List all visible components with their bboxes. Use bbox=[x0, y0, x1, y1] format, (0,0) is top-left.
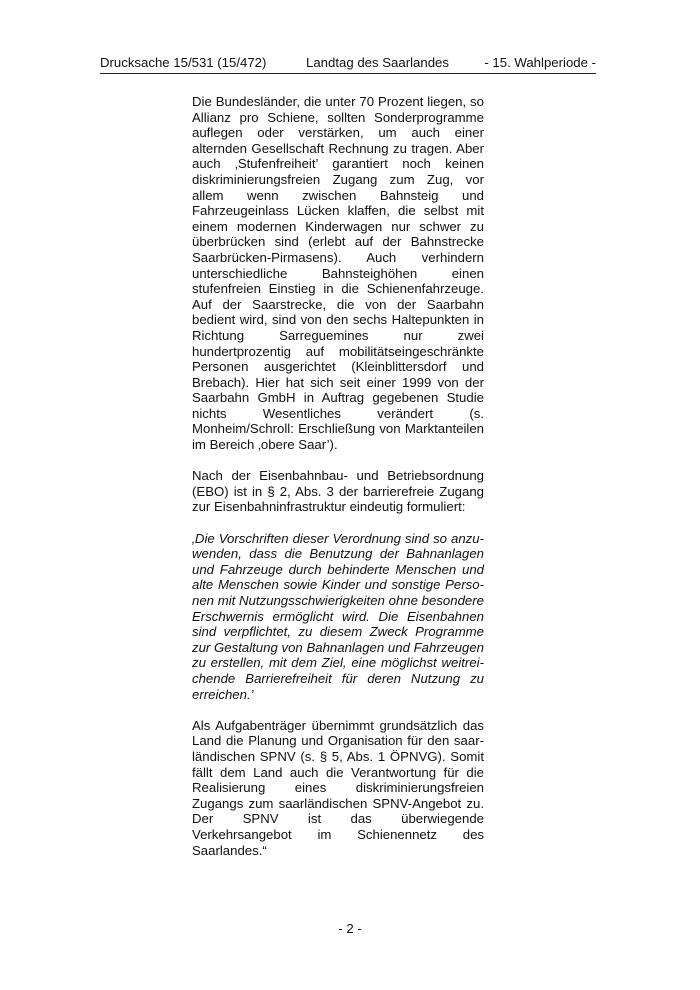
parliament-name: Landtag des Saarlandes bbox=[306, 55, 449, 70]
document-number: Drucksache 15/531 (15/472) bbox=[100, 55, 267, 70]
paragraph-bundeslaender: Die Bundesländer, die unter 70 Prozent liegen, so Allianz pro Schiene, sollten Sonderprogramme auflegen oder verstärken, um auch einer alternden Gesellschaft Rechnung zu tragen. Aber auch ‚Stufenfreiheit’ garantiert noch keinen diskriminierungsfreien Zugang zum Zug, vor allem wenn zwischen Bahnsteig und Fahrzeugeinlass Lücken klaffen, die selbst mit einem modernen Kinderwagen nur schwer zu überbrücken sind (erlebt auf der Bahnstrecke Saarbrücken-Pirmasens). Auch verhindern unterschiedliche Bahnsteighöhen einen stufenfreien Einstieg in die Schienenfahrzeuge. Auf der Saarstrecke, die von der Saarbahn bedient wird, sind von den sechs Haltepunkten in Richtung Sarreguemines nur zwei hundertprozentig auf mobilitätseingeschränkte Personen ausgerichtet (Kleinblittersdorf und Brebach). Hier hat sich seit einer 1999 von der Saarbahn GmbH in Auftrag gegebenen Studie nichts Wesentliches verändert (s. Monheim/Schroll: Erschließung von Marktanteilen im Bereich ‚obere Saar’). bbox=[192, 94, 484, 453]
paragraph-aufgabentraeger: Als Aufgabenträger übernimmt grundsätzlich das Land die Planung und Organisation für den saarländischen SPNV (s. § 5, Abs. 1 ÖPNVG). Somit fällt dem Land auch die Verantwortung für die Realisierung eines diskriminierungsfreien Zugangs zum saarländischen SPNV-Angebot zu. Der SPNV ist das überwiegende Verkehrsangebot im Schienennetz des Saarlandes.“ bbox=[192, 717, 484, 858]
page-header bbox=[100, 55, 596, 74]
body-text bbox=[192, 94, 484, 874]
legislative-period: - 15. Wahlperiode - bbox=[484, 55, 596, 70]
paragraph-ebo-quote: ‚Die Vorschriften dieser Verordnung sind so anzuwenden, dass die Benutzung der Bahnanlagen und Fahrzeuge durch behinderte Menschen und alte Menschen sowie Kinder und sonstige Personen mit Nutzungsschwierigkeiten ohne besondere Erschwernis ermöglicht wird. Die Eisenbahnen sind verpflichtet, zu diesem Zweck Programme zur Gestaltung von Bahnanlagen und Fahrzeugen zu erstellen, mit dem Ziel, eine möglichst weitreichende Barrierefreiheit für deren Nutzung zu erreichen.’ bbox=[192, 530, 484, 702]
page-number: - 2 - bbox=[338, 921, 362, 936]
paragraph-ebo-intro: Nach der Eisenbahnbau- und Betriebsordnung (EBO) ist in § 2, Abs. 3 der barrierefreie Zugang zur Eisenbahninfrastruktur eindeutig formuliert: bbox=[192, 468, 484, 515]
